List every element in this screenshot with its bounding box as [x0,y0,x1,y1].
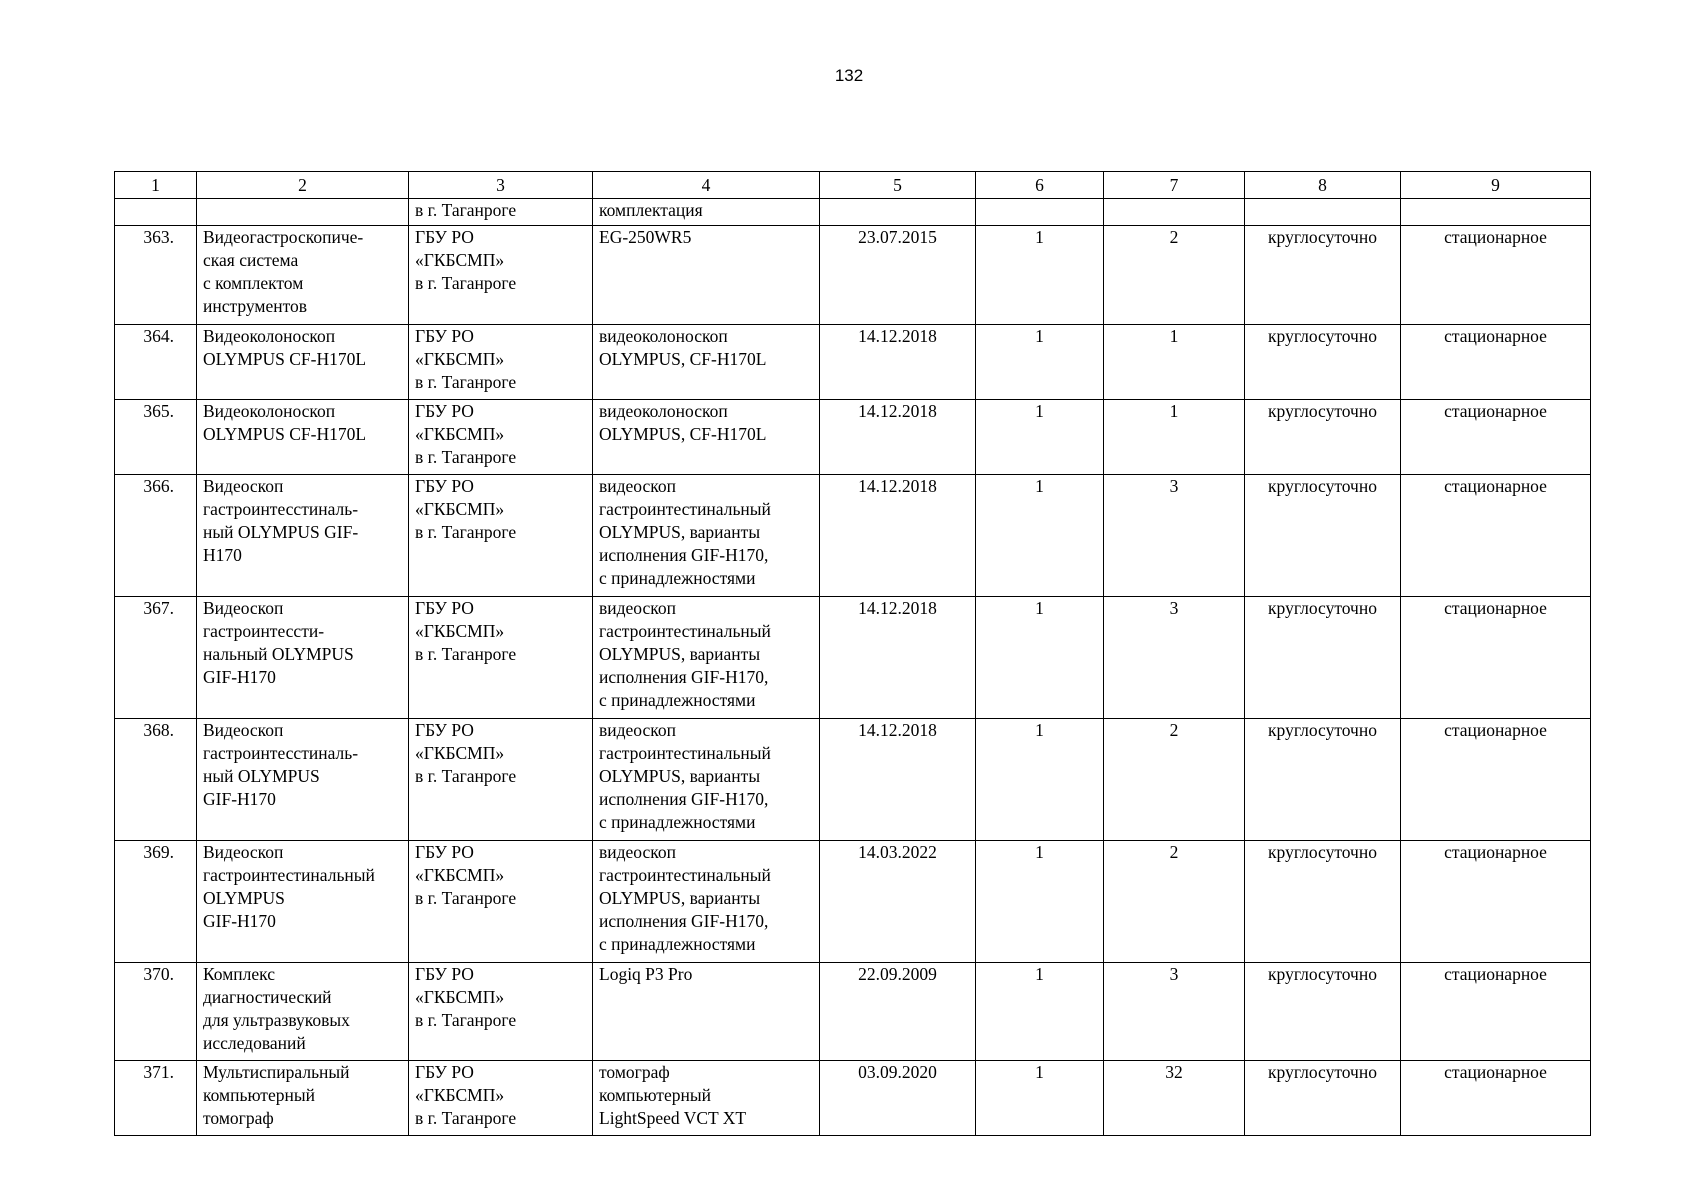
org-cell: в г. Таганроге [409,199,593,226]
quantity-cell: 1 [976,1061,1104,1136]
quantity-cell: 1 [976,325,1104,400]
equipment-name-cell: Видеоколоноскоп OLYMPUS CF-H170L [197,325,409,400]
column-header: 8 [1245,172,1401,199]
column-header: 6 [976,172,1104,199]
equipment-type-cell: стационарное [1401,719,1591,841]
count-cell: 2 [1104,841,1245,963]
cell [1245,199,1401,226]
equipment-type-cell: стационарное [1401,400,1591,475]
operation-mode-cell: круглосуточно [1245,1061,1401,1136]
model-cell: видеоскоп гастроинтестинальный OLYMPUS, варианты исполнения GIF-H170, с принадлежностями [593,841,820,963]
table-row [115,1061,1591,1136]
count-cell: 1 [1104,325,1245,400]
quantity-cell: 1 [976,400,1104,475]
table-row [115,226,1591,325]
table-body [115,172,1591,1136]
column-header: 2 [197,172,409,199]
date-cell: 03.09.2020 [820,1061,976,1136]
operation-mode-cell: круглосуточно [1245,325,1401,400]
model-cell: комплектация [593,199,820,226]
row-number-cell: 371. [115,1061,197,1136]
column-header: 1 [115,172,197,199]
equipment-name-cell: Мультиспиральный компьютерный томограф [197,1061,409,1136]
operation-mode-cell: круглосуточно [1245,963,1401,1061]
organization-cell: ГБУ РО «ГКБСМП» в г. Таганроге [409,475,593,597]
count-cell: 32 [1104,1061,1245,1136]
row-number-cell: 366. [115,475,197,597]
organization-cell: ГБУ РО «ГКБСМП» в г. Таганроге [409,226,593,325]
equipment-name-cell: Видеогастроскопиче- ская система с комплектом инструментов [197,226,409,325]
model-cell: видеоскоп гастроинтестинальный OLYMPUS, варианты исполнения GIF-H170, с принадлежностями [593,719,820,841]
continuation-row [115,199,1591,226]
operation-mode-cell: круглосуточно [1245,475,1401,597]
date-cell: 14.12.2018 [820,597,976,719]
column-header: 3 [409,172,593,199]
model-cell: видеоскоп гастроинтестинальный OLYMPUS, варианты исполнения GIF-H170, с принадлежностями [593,597,820,719]
organization-cell: ГБУ РО «ГКБСМП» в г. Таганроге [409,400,593,475]
row-number-cell: 367. [115,597,197,719]
quantity-cell: 1 [976,475,1104,597]
cell [820,199,976,226]
date-cell: 22.09.2009 [820,963,976,1061]
organization-cell: ГБУ РО «ГКБСМП» в г. Таганроге [409,1061,593,1136]
operation-mode-cell: круглосуточно [1245,597,1401,719]
equipment-type-cell: стационарное [1401,325,1591,400]
cell [197,199,409,226]
page-number: 132 [834,66,864,85]
organization-cell: ГБУ РО «ГКБСМП» в г. Таганроге [409,325,593,400]
count-cell: 2 [1104,719,1245,841]
equipment-name-cell: Видеоскоп гастроинтесстиналь- ный OLYMPUS GIF-H170 [197,719,409,841]
quantity-cell: 1 [976,963,1104,1061]
equipment-type-cell: стационарное [1401,597,1591,719]
date-cell: 23.07.2015 [820,226,976,325]
equipment-type-cell: стационарное [1401,841,1591,963]
row-number-cell: 365. [115,400,197,475]
table-row [115,475,1591,597]
equipment-name-cell: Видеоколоноскоп OLYMPUS CF-H170L [197,400,409,475]
count-cell: 3 [1104,963,1245,1061]
column-header: 7 [1104,172,1245,199]
organization-cell: ГБУ РО «ГКБСМП» в г. Таганроге [409,841,593,963]
equipment-table [114,171,1591,1136]
date-cell: 14.12.2018 [820,325,976,400]
row-number-cell: 370. [115,963,197,1061]
date-cell: 14.12.2018 [820,475,976,597]
cell [1104,199,1245,226]
cell [115,199,197,226]
model-cell: видеоскоп гастроинтестинальный OLYMPUS, варианты исполнения GIF-H170, с принадлежностями [593,475,820,597]
model-cell: EG-250WR5 [593,226,820,325]
count-cell: 3 [1104,597,1245,719]
column-header: 9 [1401,172,1591,199]
date-cell: 14.12.2018 [820,719,976,841]
table-row [115,719,1591,841]
operation-mode-cell: круглосуточно [1245,226,1401,325]
organization-cell: ГБУ РО «ГКБСМП» в г. Таганроге [409,597,593,719]
organization-cell: ГБУ РО «ГКБСМП» в г. Таганроге [409,963,593,1061]
operation-mode-cell: круглосуточно [1245,841,1401,963]
quantity-cell: 1 [976,597,1104,719]
date-cell: 14.03.2022 [820,841,976,963]
row-number-cell: 363. [115,226,197,325]
column-header: 5 [820,172,976,199]
table-row [115,597,1591,719]
row-number-cell: 364. [115,325,197,400]
row-number-cell: 369. [115,841,197,963]
model-cell: видеоколоноскоп OLYMPUS, CF-H170L [593,325,820,400]
equipment-type-cell: стационарное [1401,475,1591,597]
organization-cell: ГБУ РО «ГКБСМП» в г. Таганроге [409,719,593,841]
table-row [115,400,1591,475]
operation-mode-cell: круглосуточно [1245,719,1401,841]
model-cell: Logiq P3 Pro [593,963,820,1061]
table-row [115,841,1591,963]
equipment-type-cell: стационарное [1401,226,1591,325]
table-row [115,325,1591,400]
equipment-type-cell: стационарное [1401,1061,1591,1136]
equipment-name-cell: Видеоскоп гастроинтестинальный OLYMPUS GIF-H170 [197,841,409,963]
equipment-name-cell: Видеоскоп гастроинтессти- нальный OLYMPUS GIF-H170 [197,597,409,719]
count-cell: 1 [1104,400,1245,475]
row-number-cell: 368. [115,719,197,841]
quantity-cell: 1 [976,226,1104,325]
equipment-name-cell: Видеоскоп гастроинтесстиналь- ный OLYMPUS GIF- H170 [197,475,409,597]
model-cell: томограф компьютерный LightSpeed VCT XT [593,1061,820,1136]
model-cell: видеоколоноскоп OLYMPUS, CF-H170L [593,400,820,475]
operation-mode-cell: круглосуточно [1245,400,1401,475]
equipment-type-cell: стационарное [1401,963,1591,1061]
date-cell: 14.12.2018 [820,400,976,475]
cell [976,199,1104,226]
equipment-name-cell: Комплекс диагностический для ультразвуковых исследований [197,963,409,1061]
column-header: 4 [593,172,820,199]
table-row [115,963,1591,1061]
count-cell: 2 [1104,226,1245,325]
column-number-row [115,172,1591,199]
quantity-cell: 1 [976,719,1104,841]
count-cell: 3 [1104,475,1245,597]
cell [1401,199,1591,226]
quantity-cell: 1 [976,841,1104,963]
